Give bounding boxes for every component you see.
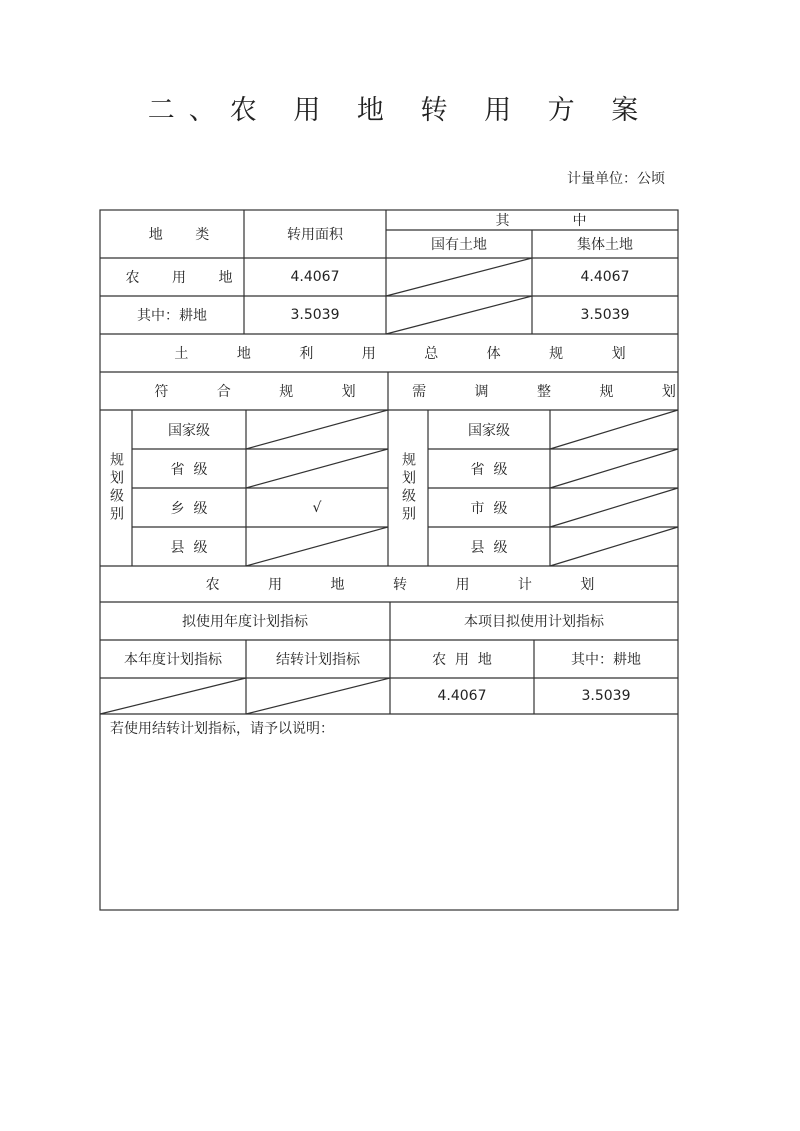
right-plan-level-cell xyxy=(388,410,428,566)
header-area: 转用面积 xyxy=(287,227,343,243)
arable-value: 3.5039 xyxy=(581,688,631,704)
master-plan-section: 土 地 利 用 总 体 规 划 xyxy=(174,346,648,362)
intend-use-header: 拟使用年度计划指标 xyxy=(182,614,308,630)
row-arable-area: 3.5039 xyxy=(290,307,340,323)
right-level-national: 国家级 xyxy=(468,422,510,439)
row-agri-area: 4.4067 xyxy=(290,269,340,285)
right-level-county: 县 级 xyxy=(470,539,508,556)
header-collective-land: 集体土地 xyxy=(577,237,633,253)
left-level-township: 乡 级 xyxy=(170,500,208,517)
row-arable-label: 其中：耕地 xyxy=(137,308,207,324)
left-plan-level-cell xyxy=(100,410,132,566)
conversion-plan-section: 农 用 地 转 用 计 划 xyxy=(205,577,617,593)
unit-label: 计量单位：公顷 xyxy=(567,171,665,187)
right-level-city: 市 级 xyxy=(470,500,508,517)
row-agri-collective: 4.4067 xyxy=(580,269,630,285)
row-agri-label: 农 用 地 xyxy=(125,270,247,286)
agri-header: 农 用 地 xyxy=(432,652,492,668)
row-arable-collective: 3.5039 xyxy=(580,307,630,323)
header-state-land: 国有土地 xyxy=(431,237,487,253)
adjust-plan-header: 需 调 整 规 划 xyxy=(412,384,698,400)
header-land-type: 地 类 xyxy=(148,227,224,243)
right-level-province: 省 级 xyxy=(470,461,508,478)
left-plan-level-label: 规划级别 xyxy=(108,452,124,524)
header-of-which: 其 中 xyxy=(495,213,605,229)
township-check-mark: √ xyxy=(312,499,322,516)
project-use-header: 本项目拟使用计划指标 xyxy=(464,614,604,630)
agri-value: 4.4067 xyxy=(437,688,487,704)
left-level-national: 国家级 xyxy=(168,422,210,439)
conform-plan-header: 符 合 规 划 xyxy=(154,384,378,400)
arable-header: 其中：耕地 xyxy=(571,652,641,668)
left-level-county: 县 级 xyxy=(170,539,208,556)
page-title: 二、农 用 地 转 用 方 案 xyxy=(147,95,653,126)
carryover-header: 结转计划指标 xyxy=(276,652,360,668)
right-plan-level-label: 规划级别 xyxy=(400,452,416,524)
left-level-province: 省 级 xyxy=(170,461,208,478)
this-year-header: 本年度计划指标 xyxy=(124,652,222,668)
carryover-note: 若使用结转计划指标，请予以说明： xyxy=(110,721,334,737)
